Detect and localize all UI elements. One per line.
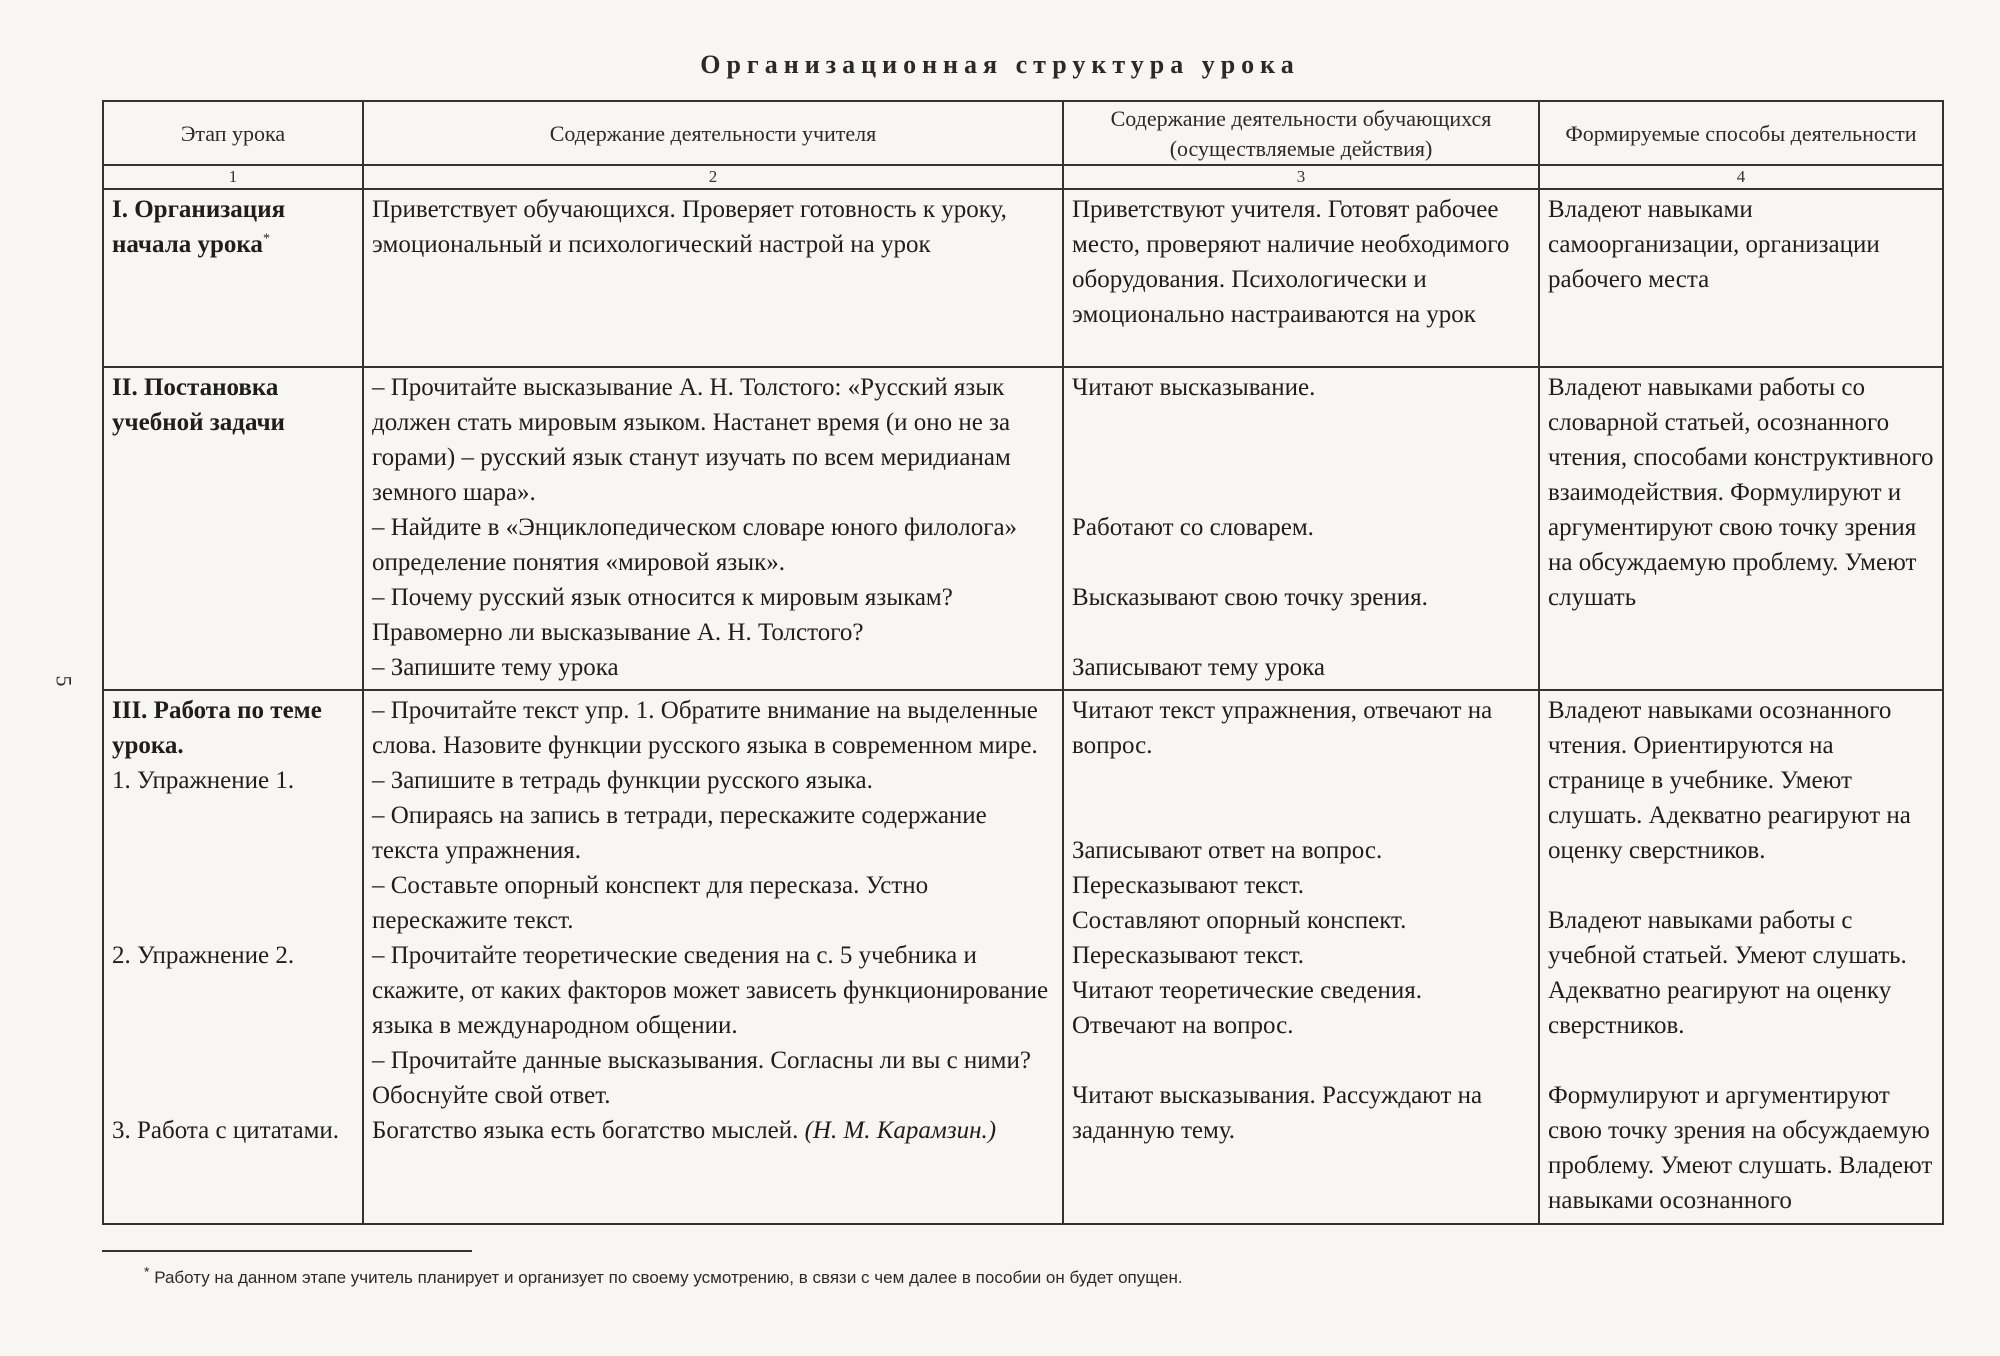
stage-cell [103, 189, 363, 367]
students-cell [1063, 690, 1539, 1224]
teacher-activity: – Прочитайте теоретические сведения на с. 5 учебника и скажите, от каких факторов может зависеть функционирование языка в международном общении. [372, 942, 1049, 1039]
column-number: 1 [103, 165, 363, 189]
skills-cell [1539, 189, 1943, 367]
header-stage: Этап урока [103, 101, 363, 165]
stage-cell [103, 367, 363, 690]
teacher-activity: – Прочитайте высказывание А. Н. Толстого: «Русский язык должен стать мировым языком. Настанет время (и оно не за горами) – русский язык станут изучать по всем меридианам земного шара». [372, 374, 1011, 506]
teacher-cell [363, 367, 1063, 690]
stage-title: III. Работа по теме урока. [112, 697, 322, 759]
teacher-activity: – Прочитайте текст упр. 1. Обратите внимание на выделенные слова. Назовите функции русского языка в современном мире. [372, 697, 1038, 759]
teacher-cell [363, 189, 1063, 367]
substage: 1. Упражнение 1. [112, 767, 295, 794]
teacher-activity: Приветствует обучающихся. Проверяет готовность к уроку, эмоциональный и психологический настрой на урок [372, 196, 1007, 258]
quote [372, 1113, 1054, 1148]
skills-text: Владеют навыками самоорганизации, организации рабочего места [1548, 196, 1880, 293]
teacher-activity: – Запишите в тетрадь функции русского языка. [372, 767, 873, 794]
teacher-activity: – Найдите в «Энциклопедическом словаре юного филолога» определение понятия «мировой язык». [372, 514, 1018, 576]
students-cell [1063, 189, 1539, 367]
stage-title: II. Постановка учебной задачи [112, 374, 285, 436]
teacher-activity: – Запишите тему урока [372, 654, 619, 681]
header-students: Содержание деятельности обучающихся (осуществляемые действия) [1063, 101, 1539, 165]
column-numbers-row [103, 165, 1943, 189]
students-activity: Записывают ответ на вопрос. [1072, 837, 1383, 864]
students-cell [1063, 367, 1539, 690]
teacher-activity: – Прочитайте данные высказывания. Согласны ли вы с ними? Обоснуйте свой ответ. [372, 1047, 1031, 1109]
header-row [103, 101, 1943, 165]
footnote-divider [102, 1250, 472, 1252]
footnote [144, 1263, 1183, 1288]
students-activity: Работают со словарем. [1072, 514, 1314, 541]
quote-text: Богатство языка есть богатство мыслей. [372, 1117, 799, 1144]
teacher-activity: – Составьте опорный конспект для пересказа. Устно перескажите текст. [372, 872, 929, 934]
table-row [103, 367, 1943, 690]
students-activity: Записывают тему урока [1072, 654, 1325, 681]
skills-cell [1539, 690, 1943, 1224]
students-activity: Составляют опорный конспект. Пересказывают текст. [1072, 907, 1407, 969]
students-activity: Читают высказывания. Рассуждают на заданную тему. [1072, 1082, 1483, 1144]
substage: 2. Упражнение 2. [112, 942, 295, 969]
students-activity: Читают текст упражнения, отвечают на вопрос. [1072, 697, 1493, 759]
quote-author: (Н. М. Карамзин.) [804, 1117, 997, 1144]
header-teacher: Содержание деятельности учителя [363, 101, 1063, 165]
students-activity: Читают высказывание. [1072, 374, 1316, 401]
table-row [103, 690, 1943, 1224]
students-activity: Высказывают свою точку зрения. [1072, 584, 1428, 611]
teacher-cell [363, 690, 1063, 1224]
stage-cell [103, 690, 363, 1224]
footnote-mark: * [262, 231, 270, 247]
skills-text: Владеют навыками работы с учебной статьей. Умеют слушать. Адекватно реагируют на оценку сверстников. [1548, 907, 1907, 1039]
teacher-activity: – Почему русский язык относится к мировым языкам? Правомерно ли высказывание А. Н. Толстого? [372, 584, 953, 646]
teacher-activity: – Опираясь на запись в тетради, перескажите содержание текста упражнения. [372, 802, 987, 864]
students-activity: Пересказывают текст. [1072, 872, 1305, 899]
skills-text: Владеют навыками осознанного чтения. Ориентируются на странице в учебнике. Умеют слушать. Адекватно реагируют на оценку сверстников. [1548, 697, 1911, 864]
stage-title: I. Организация начала урока [112, 196, 286, 258]
lesson-structure-table [102, 100, 1944, 1225]
students-activity: Приветствуют учителя. Готовят рабочее место, проверяют наличие необходимого оборудования. Психологически и эмоционально настраиваются на урок [1072, 196, 1510, 328]
footnote-mark: * [144, 1263, 150, 1280]
skills-text: Владеют навыками работы со словарной статьей, осознанного чтения, способами конструктивного взаимодействия. Формулируют и аргументируют свою точку зрения на обсуждаемую проблему. Умеют слушать [1548, 374, 1934, 611]
students-activity: Читают теоретические сведения. Отвечают на вопрос. [1072, 977, 1422, 1039]
column-number: 3 [1063, 165, 1539, 189]
page-number: 5 [51, 675, 77, 687]
footnote-text: Работу на данном этапе учитель планирует и организует по своему усмотрению, в связи с чем далее в пособии он будет опущен. [154, 1268, 1183, 1287]
header-skills: Формируемые способы деятельности [1539, 101, 1943, 165]
table-row [103, 189, 1943, 367]
column-number: 4 [1539, 165, 1943, 189]
column-number: 2 [363, 165, 1063, 189]
skills-cell [1539, 367, 1943, 690]
substage: 3. Работа с цитатами. [112, 1117, 340, 1144]
page-title: Организационная структура урока [700, 50, 1300, 79]
skills-text: Формулируют и аргументируют свою точку зрения на обсуждаемую проблему. Умеют слушать. Владеют навыками осознанного [1548, 1082, 1933, 1214]
